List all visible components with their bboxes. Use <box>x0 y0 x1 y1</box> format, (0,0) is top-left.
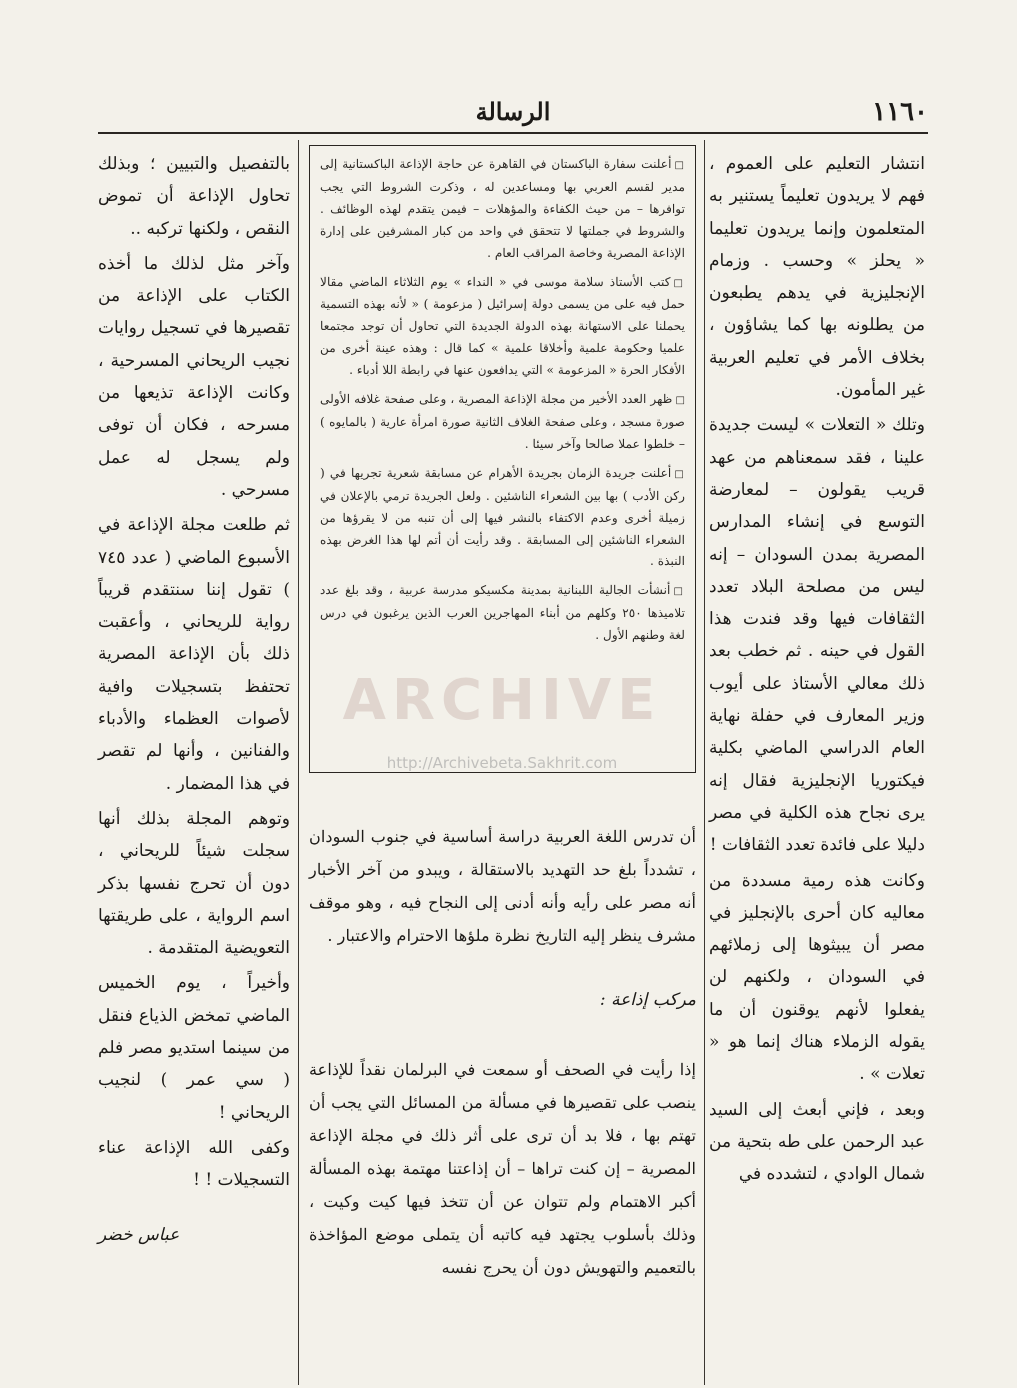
square-bullet-icon: □ <box>675 395 686 407</box>
square-bullet-icon: □ <box>674 160 686 171</box>
news-item <box>320 463 685 574</box>
square-bullet-icon: □ <box>674 468 685 480</box>
news-item-text: كتب الأستاذ سلامة موسى في « النداء » يوم الثلاثاء الماضي مقالا حمل فيه على من يسمى دولة إسرائيل ( مزعومة ) « لأنه بهذه التسمية يحملنا على الاستهانة بهذه الدولة الجديدة التي تحاول أن توجد مجتمعا علميا وحكومة علمية وأخلاقا علمية » كما قال : وهذه عينة أخرى من الأفكار الحرة « المزعومة » التي يدافعون عنها في رابطة اللا أدباء . <box>320 274 685 378</box>
left-column-paragraph: بالتفصيل والتبيين ؛ وبذلك تحاول الإذاعة أن تموض النقص ، ولكنها تركبه .. <box>98 154 290 239</box>
page-header <box>98 95 928 131</box>
left-column-paragraph: وتوهم المجلة بذلك أنها سجلت شيئاً للريحاني ، دون أن تحرج نفسها بذكر اسم الرواية ، على طريقتها التعويضية المتقدمة . <box>98 808 290 959</box>
header-rule <box>98 132 928 134</box>
author-signature: عباس خضر <box>98 1224 180 1245</box>
page-number: ١١٦٠ <box>872 97 928 127</box>
square-bullet-icon: □ <box>673 277 685 289</box>
archive-watermark-logo: ARCHIVE <box>342 668 662 733</box>
section-heading: مركب إذاعة : <box>599 990 696 1010</box>
journal-title: الرسالة <box>475 97 551 126</box>
center-paragraph: أن تدرس اللغة العربية دراسة أساسية في جنوب السودان ، تشدداً بلغ حد التهديد بالاستقالة ، ويبدو من آخر الأخبار أنه مصر على رأيه وأنه أدنى إلى النجاح فيه ، وهو موقف مشرف ينظر إليه التاريخ نظرة ملؤها الاحترام والاعتبار . <box>309 827 696 945</box>
right-column-paragraph: وتلك « التعلات » ليست جديدة علينا ، فقد سمعناهم من عهد قريب يقولون – لمعارضة التوسع في إنشاء المدارس المصرية بمدن السودان – إنه ليس من مصلحة البلاد تعدد الثقافات فيها وقد فندت هذا القول في حينه . ثم خطب بعد ذلك معالي الأستاذ على أيوب وزير المعارف في حفلة نهاية العام الدراسي الماضي بكلية فيكتوريا الإنجليزية فقال إنه يرى نجاح هذه الكلية في مصر دليلا على فائدة تعدد الثقافات ! <box>709 415 925 856</box>
center-lower-column <box>309 820 696 1284</box>
news-item <box>320 272 685 383</box>
left-column-paragraph: ثم طلعت مجلة الإذاعة في الأسبوع الماضي ( عدد ٧٤٥ ) تقول إننا سنتقدم قريباً رواية للريحاني ، وأعقبت ذلك بأن الإذاعة المصرية تحتفظ بتسجيلات وافية لأصوات العظماء والأدباء والفنانين ، وأنها لم تقصر في هذا المضمار . <box>98 515 290 794</box>
left-column <box>98 148 290 1251</box>
column-divider-right <box>704 140 705 1385</box>
center-paragraph: إذا رأيت في الصحف أو سمعت في البرلمان نقداً للإذاعة ينصب على تقصيرها في مسألة من المسائل التي يجب أن تهتم بها ، فلا بد أن ترى على أثر ذلك في مجلة الإذاعة المصرية – إن كنت تراها – أن إذاعتنا مهتمة بهذه المسألة أكبر الاهتمام ولم تتوان عن أن تتخذ فيها كيت وكيت ، وذلك بأسلوب يجتهد فيه كاتبه أن يتملى موضع المؤاخذة بالتعميم والتهويش دون أن يحرج نفسه <box>309 1060 696 1277</box>
news-item <box>320 154 685 265</box>
right-column-paragraph: انتشار التعليم على العموم ، فهم لا يريدون تعليماً يستنير به المتعلمون وإنما يريدون تعليما « يحلز » وحسب . وزمام الإنجليزية في يدهم يطبعون من يطلونه بها كما يشاؤون ، بخلاف الأمر في تعليم العربية غير المأمون. <box>709 154 925 401</box>
news-briefs-box <box>309 145 696 773</box>
left-column-paragraph: وأخيراً ، يوم الخميس الماضي تمخض الذياع فنقل من سينما استديو مصر فلم ( سي عمر ) لنجيب الريحاني ! <box>98 973 290 1123</box>
square-bullet-icon: □ <box>673 586 685 598</box>
right-column <box>709 148 925 1191</box>
archive-watermark-url: http://Archivebeta.Sakhrit.com <box>386 754 618 772</box>
left-column-paragraph: وكفى الله الإذاعة عناء التسجيلات ! ! <box>98 1137 290 1191</box>
news-item-text: أعلنت سفارة الباكستان في القاهرة عن حاجة الإذاعة الباكستانية إلى مدير لقسم العربي بها ومساعدين له ، وذكرت الشروط التي يجب توافرها – من حيث الكفاءة والمؤهلات – فيمن يتقدم لهذه الوظائف . والشروط في جملتها لا تتحقق في واحد من كبار المشرفين على إدارة الإذاعة المصرية وخاصة المراقب العام . <box>320 157 685 260</box>
news-item-text: أعلنت جريدة الزمان بجريدة الأهرام عن مسابقة شعرية تجريها في ( ركن الأدب ) بها بين الشعراء الناشئين . ولعل الجريدة ترمي بالإعلان في زميلة أخرى وعدم الاكتفاء بالنشر فيها إلى أن تنبه من لا يقرؤها من الشعراء الناشئين إلى المسابقة . وقد رأيت أن أتم لها هذا الغرض بهذه النبذة . <box>320 465 685 569</box>
right-column-paragraph: وكانت هذه رمية مسددة من معاليه كان أحرى بالإنجليز في مصر أن يبيثوها إلى زملائهم في السودان ، ولكنهم لن يفعلوا لأنهم يوقنون أن ما يقوله الزملاء هناك إنما هو « تعلات » . <box>709 870 925 1085</box>
news-item <box>320 389 685 456</box>
news-item-text: ظهر العدد الأخير من مجلة الإذاعة المصرية ، وعلى صفحة غلافه الأولى صورة مسجد ، وعلى صفحة الغلاف الثانية صورة امرأة عارية ( بالمايوه ) – خلطوا عملا صالحا وآخر سيئا . <box>320 392 685 451</box>
news-item-text: أنشأت الجالية اللبنانية بمدينة مكسيكو مدرسة عربية ، وقد بلغ عدد تلاميذها ٢٥٠ وكلهم من أبناء المهاجرين العرب الذين يرغبون في درس لغة وطنهم الأول . <box>320 583 685 643</box>
right-column-paragraph: وبعد ، فإني أبعث إلى السيد عبد الرحمن على طه بتحية من شمال الوادي ، لتشدده في <box>709 1099 925 1185</box>
left-column-paragraph: وآخر مثل لذلك ما أخذه الكتاب على الإذاعة من تقصيرها في تسجيل روايات نجيب الريحاني المسرحية ، وكانت الإذاعة تذيعها من مسرحه ، فكان أن توفى ولم يسجل له عمل مسرحي . <box>98 253 290 500</box>
news-item <box>320 580 685 647</box>
column-divider-left <box>298 140 299 1385</box>
